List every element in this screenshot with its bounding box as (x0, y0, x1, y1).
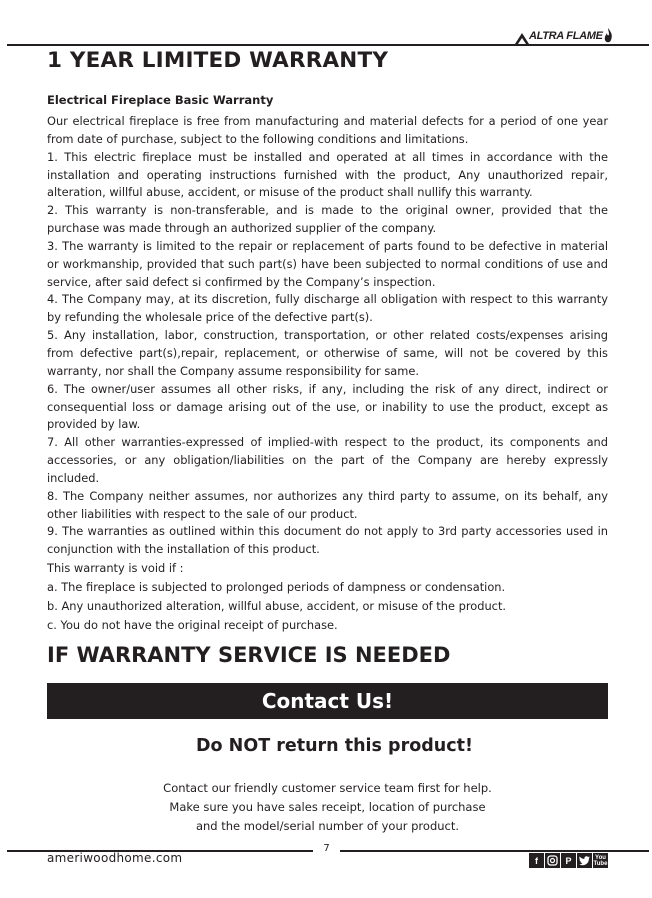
page-title: 1 YEAR LIMITED WARRANTY (47, 48, 389, 73)
warranty-subtitle: Electrical Fireplace Basic Warranty (47, 93, 274, 107)
warranty-body (47, 113, 608, 634)
service-heading: IF WARRANTY SERVICE IS NEEDED (47, 643, 451, 667)
youtube-icon[interactable]: You Tube (593, 854, 608, 867)
pinterest-icon[interactable]: P (561, 853, 576, 868)
brand-name: ALTRA FLAME (529, 30, 603, 42)
contact-instructions (47, 779, 608, 836)
website-link[interactable]: ameriwoodhome.com (47, 851, 183, 865)
mountain-icon (515, 32, 529, 44)
warranty-condition: 7. All other warranties-expressed of implied-with respect to the product, its components and accessories, or any obligation/liabilities on the part of the Company are hereby expressly included. (47, 435, 608, 485)
facebook-icon[interactable]: f (529, 853, 544, 868)
twitter-icon[interactable] (577, 853, 592, 868)
warranty-condition: 5. Any installation, labor, construction, transportation, or other related costs/expenses arising from defective part(s),repair, replacement, or otherwise of same, will not be covered by this warranty, nor shall the Company assume responsibility for same. (47, 328, 608, 378)
void-item: b. Any unauthorized alteration, willful abuse, accident, or misuse of the product. (47, 598, 507, 613)
void-item: a. The fireplace is subjected to prolonged periods of dampness or condensation. (47, 579, 506, 594)
page-number: 7 (323, 843, 330, 854)
social-icons (529, 853, 608, 868)
instruction-line: Contact our friendly customer service team first for help. (163, 781, 492, 795)
warranty-condition: 2. This warranty is non-transferable, and is made to the original owner, provided that the purchase was made through an authorized supplier of the company. (47, 203, 608, 236)
footer-rule-right (340, 850, 649, 852)
warranty-condition: 6. The owner/user assumes all other risks, if any, including the risk of any direct, indirect or consequential loss or damage arising out of the use, or inability to use the product, except as provided by law. (47, 381, 608, 432)
warranty-condition: 1. This electric fireplace must be installed and operated at all times in accordance with the installation and operating instructions furnished with the product, Any unauthorized repair, alteration, willful abuse, accident, or misuse of the product shall nullify this warranty. (47, 149, 608, 200)
void-item: c. You do not have the original receipt of purchase. (47, 617, 338, 632)
instruction-line: and the model/serial number of your product. (195, 819, 460, 833)
contact-banner: Contact Us! (47, 683, 608, 719)
brand-logo (515, 24, 613, 44)
void-heading: This warranty is void if : (47, 561, 184, 576)
warranty-condition: 8. The Company neither assumes, nor authorizes any third party to assume, on its behalf, any other liabilities with respect to the sale of our product. (47, 488, 608, 521)
instagram-icon[interactable] (545, 853, 560, 868)
instruction-line: Make sure you have sales receipt, location of purchase (169, 800, 486, 814)
return-warning: Do NOT return this product! (196, 736, 473, 756)
header-rule (7, 44, 649, 46)
warranty-condition: 3. The warranty is limited to the repair or replacement of parts found to be defective in material or workmanship, provided that such part(s) have been subjected to normal conditions of use and service, after said defect si confirmed by the Company’s inspection. (47, 238, 608, 289)
warranty-condition: 9. The warranties as outlined within this document do not apply to 3rd party accessories used in conjunction with the installation of this product. (47, 524, 608, 557)
warranty-condition: 4. The Company may, at its discretion, fully discharge all obligation with respect to this warranty by refunding the wholesale price of the defective part(s). (47, 292, 608, 325)
warranty-intro: Our electrical fireplace is free from manufacturing and material defects for a period of one year from date of purchase, subject to the following conditions and limitations. (47, 114, 608, 146)
flame-icon (603, 28, 613, 44)
void-conditions (47, 560, 608, 634)
